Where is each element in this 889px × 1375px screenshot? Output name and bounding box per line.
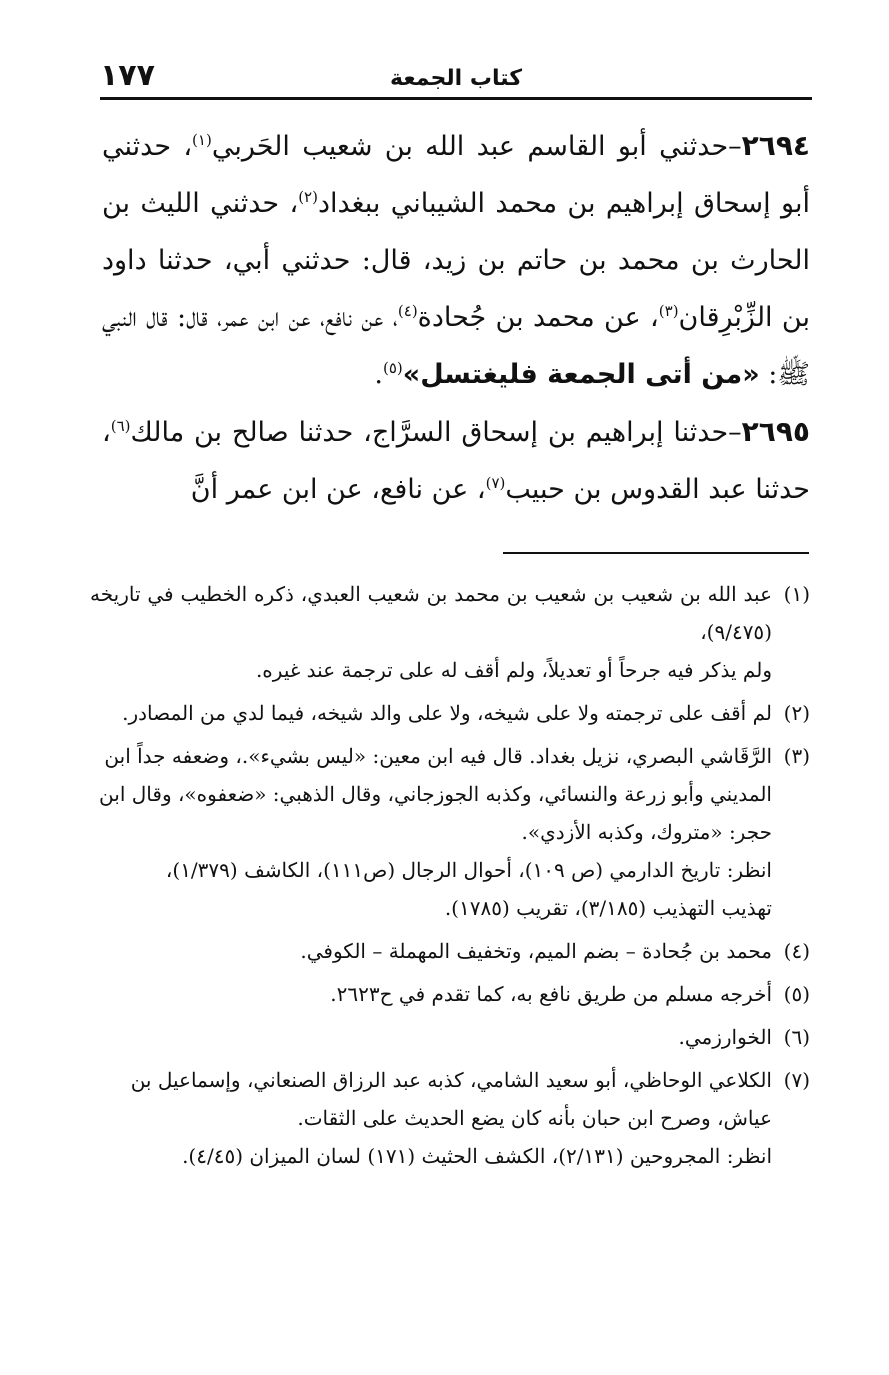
hadith-text: ، حدثني الليث بن الحارث بن محمد بن حاتم بن زيد، قال: حدثني أبي، حدثنا داود بن الزِّبْرِقان	[102, 188, 810, 333]
footnote-label: (١)	[783, 582, 810, 606]
footnote-label: (٥)	[783, 982, 810, 1006]
footnote-line: عياش، وصرح ابن حبان بأنه كان يضع الحديث على الثقات.	[297, 1106, 772, 1130]
footnote-line: المديني وأبو زرعة والنسائي، وكذبه الجوزجاني، وقال الذهبي: «ضعفوه»، وقال ابن	[99, 782, 772, 806]
footnote-2	[90, 694, 810, 732]
hadith-number: ٢٦٩٤	[741, 129, 810, 162]
footnote-line: الكلاعي الوحاظي، أبو سعيد الشامي، كذبه عبد الرزاق الصنعاني، وإسماعيل بن	[130, 1068, 772, 1092]
header-rule	[100, 97, 812, 100]
footnote-6	[90, 1018, 810, 1056]
hadith-2695	[102, 403, 810, 518]
footnote-ref[interactable]: (٣)	[658, 302, 679, 320]
hadith-text: ، عن نافع، عن ابن عمر، قال: قال النبي ﷺ:	[102, 302, 810, 390]
hadith-text: ، عن محمد بن جُحادة	[417, 302, 659, 333]
footnote-label: (٧)	[783, 1068, 810, 1092]
footnote-line: حجر: «متروك، وكذبه الأزدي».	[521, 820, 772, 844]
footnote-label: (٣)	[783, 744, 810, 768]
footnote-line: أخرجه مسلم من طريق نافع به، كما تقدم في ح٢٦٢٣.	[330, 982, 772, 1006]
footnote-ref[interactable]: (٧)	[485, 474, 506, 492]
footnote-ref[interactable]: (١)	[192, 131, 212, 149]
footnote-line: انظر: المجروحين (٢/١٣١)، الكشف الحثيث (١٧١) لسان الميزان (٤/٤٥).	[182, 1144, 772, 1168]
footnote-label: (٢)	[783, 701, 810, 725]
hadith-text: ، حدثنا عبد القدوس بن حبيب	[102, 417, 810, 505]
footnote-ref[interactable]: (٥)	[382, 359, 403, 377]
footnote-line: عبد الله بن شعيب بن شعيب بن محمد بن شعيب العبدي، ذكره الخطيب في تاريخه (٩/٤٧٥)،	[90, 582, 772, 644]
hadith-number: ٢٦٩٥	[741, 415, 810, 448]
footnote-line: انظر: تاريخ الدارمي (ص ١٠٩)، أحوال الرجال (ص١١١)، الكاشف (١/٣٧٩)،	[165, 858, 772, 882]
hadith-text: ، عن نافع، عن ابن عمر أنَّ	[190, 474, 486, 505]
footnote-line: تهذيب التهذيب (٣/١٨٥)، تقريب (١٧٨٥).	[444, 896, 772, 920]
footnote-separator	[503, 552, 809, 554]
page-header	[100, 58, 812, 102]
hadith-text: –حدثني أبو القاسم عبد الله بن شعيب الحَربي	[211, 131, 742, 162]
footnote-1	[90, 575, 810, 689]
footnote-line: ولم يذكر فيه جرحاً أو تعديلاً، ولم أقف له على ترجمة عند غيره.	[255, 658, 772, 682]
footnote-3	[90, 737, 810, 927]
hadith-2694	[102, 117, 810, 403]
hadith-text: .	[374, 359, 383, 390]
footnote-line: الرَّقَاشي البصري، نزيل بغداد. قال فيه ابن معين: «ليس بشيء».، وضعفه جداً ابن	[104, 744, 772, 768]
footnote-ref[interactable]: (٢)	[298, 188, 318, 206]
footnote-ref[interactable]: (٤)	[397, 302, 418, 320]
footnote-ref[interactable]: (٦)	[110, 417, 131, 435]
footnote-label: (٤)	[783, 939, 810, 963]
running-title: كتاب الجمعة	[390, 66, 522, 91]
hadith-text: –حدثنا إبراهيم بن إسحاق السرَّاج، حدثنا صالح بن مالك	[130, 417, 742, 448]
footnote-5	[90, 975, 810, 1013]
footnote-line: لم أقف على ترجمته ولا على شيخه، ولا على والد شيخه، فيما لدي من المصادر.	[122, 701, 772, 725]
footnote-label: (٦)	[783, 1025, 810, 1049]
footnotes	[90, 575, 810, 1180]
page-number: ١٧٧	[100, 58, 155, 93]
footnote-4	[90, 932, 810, 970]
prophetic-quote: «من أتى الجمعة فليغتسل»	[402, 359, 760, 390]
footnote-line: محمد بن جُحادة – بضم الميم، وتخفيف المهملة – الكوفي.	[300, 939, 772, 963]
footnote-line: الخوارزمي.	[678, 1025, 772, 1049]
footnote-7	[90, 1061, 810, 1175]
hadith-text: ، حدثني أبو إسحاق إبراهيم بن محمد الشيباني ببغداد	[102, 131, 810, 219]
main-text	[102, 117, 810, 518]
